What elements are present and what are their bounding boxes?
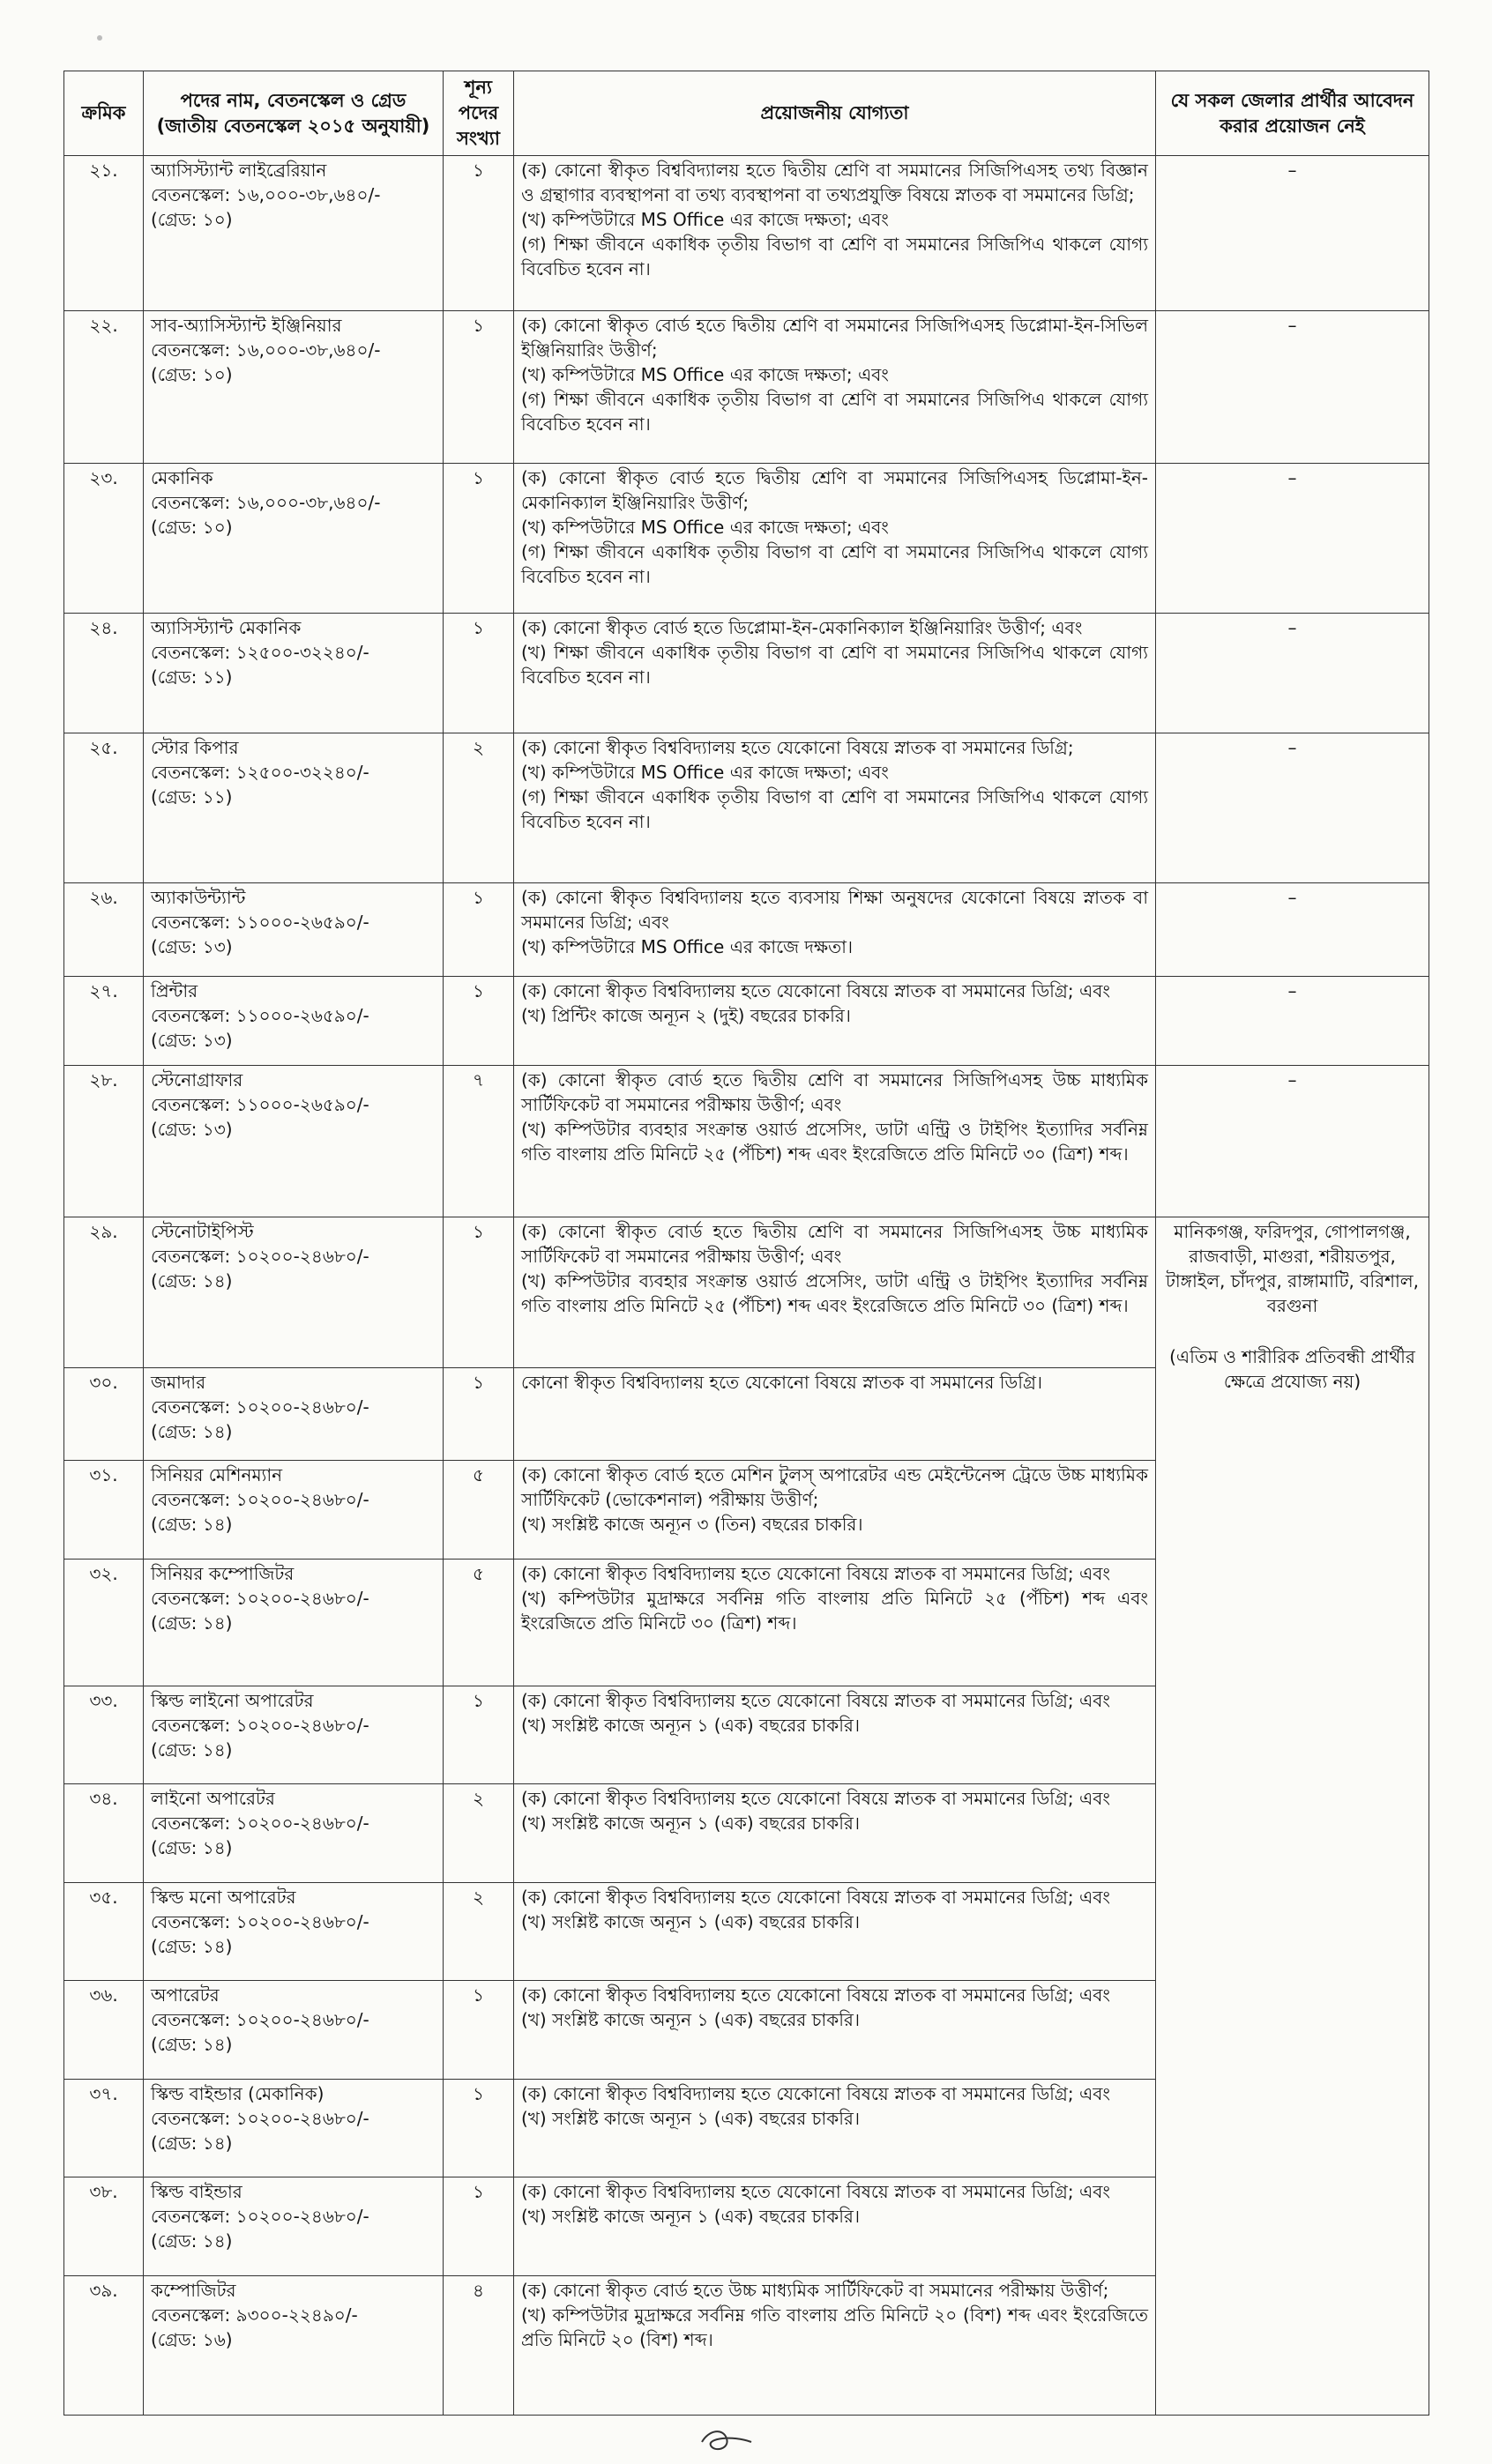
qualification-item: (খ) সংশ্লিষ্ট কাজে অন্যূন ১ (এক) বছরের চাকরি। <box>521 1714 861 1736</box>
post-title: প্রিন্টার <box>151 979 198 1001</box>
row-post <box>144 2275 444 2415</box>
post-grade: (গ্রেড: ১৪) <box>151 1420 233 1442</box>
qualification-item: (ক) কোনো স্বীকৃত বিশ্ববিদ্যালয় হতে যেকোনো বিষয়ে স্নাতক বা সমমানের ডিগ্রি; এবং <box>521 1689 1110 1711</box>
post-title: স্টেনোটাইপিস্ট <box>151 1221 254 1243</box>
qualification-item: (খ) কম্পিউটার ব্যবহার সংক্রান্ত ওয়ার্ড প্রসেসিং, ডাটা এন্ট্রি ও টাইপিং ইত্যাদির সর্বনিম্ন গতি বাংলায় প্রতি মিনিটে ২৫ (পঁচিশ) শব্দ এবং ইংরেজিতে প্রতি মিনিটে ৩০ (ত্রিশ) শব্দ। <box>521 1270 1148 1317</box>
post-scale: বেতনস্কেল: ১০২০০-২৪৬৮০/- <box>151 2009 369 2031</box>
row-districts: – <box>1156 463 1429 613</box>
post-scale: বেতনস্কেল: ১৬,০০০-৩৮,৬৪০/- <box>151 339 381 361</box>
post-title: কম্পোজিটর <box>151 2279 236 2301</box>
table-row <box>64 976 1429 1065</box>
post-grade: (গ্রেড: ১৩) <box>151 936 233 958</box>
post-grade: (গ্রেড: ১৪) <box>151 2132 233 2154</box>
row-vacancy: ২ <box>444 1784 514 1883</box>
qualification-item: (খ) কম্পিউটারে MS Office এর কাজে দক্ষতা; এবং <box>521 364 889 386</box>
row-qualification <box>514 1784 1156 1883</box>
table-row <box>64 463 1429 613</box>
row-qualification <box>514 614 1156 733</box>
row-vacancy: ১ <box>444 311 514 463</box>
post-grade: (গ্রেড: ১৪) <box>151 1612 233 1634</box>
post-title: অপারেটর <box>151 1984 220 2006</box>
post-title: মেকানিক <box>151 466 213 488</box>
row-districts: – <box>1156 733 1429 882</box>
row-serial: ৩৫. <box>64 1882 144 1981</box>
table-body <box>64 156 1429 2416</box>
qualification-item: (খ) কম্পিউটারে MS Office এর কাজে দক্ষতা; এবং <box>521 516 889 538</box>
post-title: স্টেনোগ্রাফার <box>151 1069 243 1091</box>
table-row <box>64 1066 1429 1217</box>
row-serial: ৩৮. <box>64 2177 144 2276</box>
row-vacancy: ১ <box>444 1217 514 1367</box>
row-vacancy: ১ <box>444 1686 514 1784</box>
qualification-item: (ক) কোনো স্বীকৃত বোর্ড হতে উচ্চ মাধ্যমিক সার্টিফিকেট বা সমমানের পরীক্ষায় উত্তীর্ণ; <box>521 2279 1109 2301</box>
post-grade: (গ্রেড: ১৪) <box>151 1935 233 1957</box>
row-qualification <box>514 1367 1156 1460</box>
row-post <box>144 1882 444 1981</box>
header-post-subtitle: (জাতীয় বেতনস্কেল ২০১৫ অনুযায়ী) <box>156 115 430 137</box>
row-qualification <box>514 156 1156 311</box>
qualification-item: (খ) সংশ্লিষ্ট কাজে অন্যূন ১ (এক) বছরের চাকরি। <box>521 2107 861 2129</box>
post-scale: বেতনস্কেল: ১১০০০-২৬৫৯০/- <box>151 912 369 934</box>
post-title: স্টোর কিপার <box>151 736 239 758</box>
row-qualification <box>514 311 1156 463</box>
post-grade: (গ্রেড: ১৬) <box>151 2328 233 2350</box>
post-title: স্কিল্ড বাইন্ডার <box>151 2181 242 2203</box>
header-post <box>144 71 444 156</box>
row-post <box>144 1784 444 1883</box>
row-districts: – <box>1156 614 1429 733</box>
post-title: অ্যাসিস্ট্যান্ট মেকানিক <box>151 617 302 639</box>
post-grade: (গ্রেড: ১৪) <box>151 1837 233 1859</box>
row-vacancy: ২ <box>444 1882 514 1981</box>
post-title: অ্যাকাউন্ট্যান্ট <box>151 887 246 909</box>
post-title: সাব-অ্যাসিস্ট্যান্ট ইঞ্জিনিয়ার <box>151 315 342 337</box>
row-post <box>144 1461 444 1560</box>
table-header-row <box>64 71 1429 156</box>
post-grade: (গ্রেড: ১৩) <box>151 1119 233 1141</box>
qualification-item: (খ) সংশ্লিষ্ট কাজে অন্যূন ১ (এক) বছরের চাকরি। <box>521 2206 861 2228</box>
post-scale: বেতনস্কেল: ১২৫০০-৩২২৪০/- <box>151 642 369 664</box>
row-districts: – <box>1156 1066 1429 1217</box>
qualification-item: (গ) শিক্ষা জীবনে একাধিক তৃতীয় বিভাগ বা শ্রেণি বা সমমানের সিজিপিএ থাকলে যোগ্য বিবেচিত হবেন না। <box>521 234 1148 279</box>
table-row <box>64 614 1429 733</box>
row-vacancy: ৪ <box>444 2275 514 2415</box>
post-grade: (গ্রেড: ১১) <box>151 666 233 689</box>
row-qualification <box>514 2275 1156 2415</box>
row-post <box>144 1559 444 1686</box>
table-row <box>64 311 1429 463</box>
qualification-item: (খ) সংশ্লিষ্ট কাজে অন্যূন ১ (এক) বছরের চাকরি। <box>521 2009 861 2031</box>
post-title: স্কিল্ড মনো অপারেটর <box>151 1886 296 1908</box>
qualification-item: (ক) কোনো স্বীকৃত বোর্ড হতে দ্বিতীয় শ্রেণি বা সমমানের সিজিপিএসহ ডিপ্লোমা-ইন-মেকানিক্যাল ইঞ্জিনিয়ারিং উত্তীর্ণ; <box>521 466 1148 513</box>
row-serial: ২৯. <box>64 1217 144 1367</box>
row-qualification <box>514 1217 1156 1367</box>
header-qualification: প্রয়োজনীয় যোগ্যতা <box>514 71 1156 156</box>
row-qualification <box>514 733 1156 882</box>
qualification-item: (ক) কোনো স্বীকৃত বিশ্ববিদ্যালয় হতে যেকোনো বিষয়ে স্নাতক বা সমমানের ডিগ্রি; এবং <box>521 1984 1110 2006</box>
post-title: লাইনো অপারেটর <box>151 1788 275 1810</box>
qualification-item: (খ) কম্পিউটারে MS Office এর কাজে দক্ষতা; এবং <box>521 209 889 230</box>
header-districts: যে সকল জেলার প্রার্থীর আবেদন করার প্রয়োজন নেই <box>1156 71 1429 156</box>
qualification-item: (ক) কোনো স্বীকৃত বিশ্ববিদ্যালয় হতে যেকোনো বিষয়ে স্নাতক বা সমমানের ডিগ্রি; <box>521 736 1074 758</box>
post-grade: (গ্রেড: ১৪) <box>151 1738 233 1761</box>
document-sheet <box>63 71 1429 2416</box>
post-grade: (গ্রেড: ১০) <box>151 209 233 230</box>
qualification-item: (গ) শিক্ষা জীবনে একাধিক তৃতীয় বিভাগ বা শ্রেণি বা সমমানের সিজিপিএ থাকলে যোগ্য বিবেচিত হবেন না। <box>521 785 1148 832</box>
row-post <box>144 1367 444 1460</box>
row-districts: – <box>1156 311 1429 463</box>
qualification-item: (ক) কোনো স্বীকৃত বোর্ড হতে ডিপ্লোমা-ইন-মেকানিক্যাল ইঞ্জিনিয়ারিং উত্তীর্ণ; এবং <box>521 617 1083 639</box>
post-scale: বেতনস্কেল: ১০২০০-২৪৬৮০/- <box>151 2107 369 2129</box>
post-scale: বেতনস্কেল: ১৬,০০০-৩৮,৬৪০/- <box>151 491 381 513</box>
row-serial: ৩৪. <box>64 1784 144 1883</box>
post-scale: বেতনস্কেল: ১০২০০-২৪৬৮০/- <box>151 1714 369 1736</box>
row-districts: – <box>1156 883 1429 976</box>
row-post <box>144 733 444 882</box>
qualification-item: (খ) কম্পিউটারে MS Office এর কাজে দক্ষতা। <box>521 936 854 958</box>
qualification-item: (ক) কোনো স্বীকৃত বোর্ড হতে দ্বিতীয় শ্রেণি বা সমমানের সিজিপিএসহ উচ্চ মাধ্যমিক সার্টিফিকেট বা সমমানের পরীক্ষায় উত্তীর্ণ; এবং <box>521 1221 1148 1268</box>
job-requirements-table <box>63 71 1429 2416</box>
row-serial: ৩০. <box>64 1367 144 1460</box>
row-post <box>144 2177 444 2276</box>
post-scale: বেতনস্কেল: ১২৫০০-৩২২৪০/- <box>151 761 369 783</box>
header-post-title: পদের নাম, বেতনস্কেল ও গ্রেড <box>180 89 407 111</box>
row-vacancy: ১ <box>444 156 514 311</box>
post-scale: বেতনস্কেল: ১০২০০-২৪৬৮০/- <box>151 1396 369 1418</box>
row-qualification <box>514 1066 1156 1217</box>
row-serial: ২১. <box>64 156 144 311</box>
row-post <box>144 1981 444 2080</box>
row-serial: ৩৭. <box>64 2079 144 2177</box>
row-serial: ২৫. <box>64 733 144 882</box>
post-title: জমাদার <box>151 1371 206 1393</box>
row-serial: ৩২. <box>64 1559 144 1686</box>
row-serial: ৩৯. <box>64 2275 144 2415</box>
qualification-item: (ক) কোনো স্বীকৃত বিশ্ববিদ্যালয় হতে যেকোনো বিষয়ে স্নাতক বা সমমানের ডিগ্রি; এবং <box>521 1562 1110 1584</box>
post-scale: বেতনস্কেল: ১০২০০-২৪৬৮০/- <box>151 1587 369 1609</box>
row-vacancy: ১ <box>444 463 514 613</box>
qualification-item: (খ) প্রিন্টিং কাজে অন্যূন ২ (দুই) বছরের চাকরি। <box>521 1004 851 1026</box>
table-row <box>64 883 1429 976</box>
row-post <box>144 2079 444 2177</box>
qualification-item: (খ) শিক্ষা জীবনে একাধিক তৃতীয় বিভাগ বা শ্রেণি বা সমমানের সিজিপিএ থাকলে যোগ্য বিবেচিত হবেন না। <box>521 642 1148 689</box>
row-vacancy: ১ <box>444 614 514 733</box>
post-scale: বেতনস্কেল: ১১০০০-২৬৫৯০/- <box>151 1004 369 1026</box>
post-grade: (গ্রেড: ১৪) <box>151 1270 233 1292</box>
row-qualification <box>514 976 1156 1065</box>
qualification-item: (ক) কোনো স্বীকৃত বোর্ড হতে মেশিন টুলস্ অপারেটর এন্ড মেইন্টেনেন্স ট্রেডে উচ্চ মাধ্যমিক সার্টিফিকেট (ভোকেশনাল) পরীক্ষায় উত্তীর্ণ; <box>521 1464 1148 1511</box>
post-grade: (গ্রেড: ১৪) <box>151 2034 233 2056</box>
qualification-item: (খ) কম্পিউটার ব্যবহার সংক্রান্ত ওয়ার্ড প্রসেসিং, ডাটা এন্ট্রি ও টাইপিং ইত্যাদির সর্বনিম্ন গতি বাংলায় প্রতি মিনিটে ২৫ (পঁচিশ) শব্দ এবং ইংরেজিতে প্রতি মিনিটে ৩০ (ত্রিশ) শব্দ। <box>521 1119 1148 1165</box>
qualification-item: (ক) কোনো স্বীকৃত বিশ্ববিদ্যালয় হতে যেকোনো বিষয়ে স্নাতক বা সমমানের ডিগ্রি; এবং <box>521 1788 1110 1810</box>
qualification-item: (গ) শিক্ষা জীবনে একাধিক তৃতীয় বিভাগ বা শ্রেণি বা সমমানের সিজিপিএ থাকলে যোগ্য বিবেচিত হবেন না। <box>521 389 1148 435</box>
row-vacancy: ৫ <box>444 1559 514 1686</box>
post-scale: বেতনস্কেল: ১০২০০-২৪৬৮০/- <box>151 1910 369 1932</box>
row-qualification <box>514 1981 1156 2080</box>
row-serial: ৩৩. <box>64 1686 144 1784</box>
table-row <box>64 1217 1429 1367</box>
row-serial: ২২. <box>64 311 144 463</box>
row-vacancy: ১ <box>444 2079 514 2177</box>
row-qualification <box>514 1559 1156 1686</box>
table-row <box>64 156 1429 311</box>
row-qualification <box>514 463 1156 613</box>
row-serial: ৩৬. <box>64 1981 144 2080</box>
post-title: স্কিল্ড লাইনো অপারেটর <box>151 1689 314 1711</box>
qualification-item: (ক) কোনো স্বীকৃত বিশ্ববিদ্যালয় হতে যেকোনো বিষয়ে স্নাতক বা সমমানের ডিগ্রি; এবং <box>521 2181 1110 2203</box>
row-post <box>144 156 444 311</box>
row-qualification <box>514 1686 1156 1784</box>
qualification-item: (ক) কোনো স্বীকৃত বিশ্ববিদ্যালয় হতে যেকোনো বিষয়ে স্নাতক বা সমমানের ডিগ্রি; এবং <box>521 1886 1110 1908</box>
excluded-districts-cell <box>1156 1217 1429 2416</box>
qualification-item: (খ) কম্পিউটার মুদ্রাক্ষরে সর্বনিম্ন গতি বাংলায় প্রতি মিনিটে ২০ (বিশ) শব্দ এবং ইংরেজিতে প্রতি মিনিটে ২০ (বিশ) শব্দ। <box>521 2304 1148 2350</box>
qualification-item: (ক) কোনো স্বীকৃত বোর্ড হতে দ্বিতীয় শ্রেণি বা সমমানের সিজিপিএসহ উচ্চ মাধ্যমিক সার্টিফিকেট বা সমমানের পরীক্ষায় উত্তীর্ণ; এবং <box>521 1069 1148 1116</box>
post-scale: বেতনস্কেল: ৯৩০০-২২৪৯০/- <box>151 2304 358 2326</box>
post-grade: (গ্রেড: ১৩) <box>151 1029 233 1051</box>
post-scale: বেতনস্কেল: ১০২০০-২৪৬৮০/- <box>151 1246 369 1268</box>
qualification-item: (খ) কম্পিউটারে MS Office এর কাজে দক্ষতা; এবং <box>521 761 889 783</box>
header-serial: ক্রমিক <box>64 71 144 156</box>
row-qualification <box>514 1882 1156 1981</box>
qualification-item: (ক) কোনো স্বীকৃত বিশ্ববিদ্যালয় হতে ব্যবসায় শিক্ষা অনুষদের যেকোনো বিষয়ে স্নাতক বা সমমানের ডিগ্রি; এবং <box>521 887 1148 934</box>
row-vacancy: ১ <box>444 1367 514 1460</box>
row-serial: ২৮. <box>64 1066 144 1217</box>
scan-dot <box>97 35 102 41</box>
row-districts: – <box>1156 976 1429 1065</box>
post-title: সিনিয়র মেশিনম্যান <box>151 1464 283 1486</box>
post-grade: (গ্রেড: ১৪) <box>151 2230 233 2252</box>
excluded-districts-list: মানিকগঞ্জ, ফরিদপুর, গোপালগঞ্জ, রাজবাড়ী, মাগুরা, শরীয়তপুর, টাঙ্গাইল, চাঁদপুর, রাঙ্গামাটি, বরিশাল, বরগুনা <box>1165 1221 1420 1317</box>
post-title: স্কিল্ড বাইন্ডার (মেকানিক) <box>151 2082 325 2104</box>
post-grade: (গ্রেড: ১০) <box>151 516 233 538</box>
post-scale: বেতনস্কেল: ১০২০০-২৪৬৮০/- <box>151 2206 369 2228</box>
qualification-item: (গ) শিক্ষা জীবনে একাধিক তৃতীয় বিভাগ বা শ্রেণি বা সমমানের সিজিপিএ থাকলে যোগ্য বিবেচিত হবেন না। <box>521 540 1148 587</box>
row-vacancy: ১ <box>444 1981 514 2080</box>
row-qualification <box>514 1461 1156 1560</box>
row-serial: ২৩. <box>64 463 144 613</box>
qualification-item: (ক) কোনো স্বীকৃত বিশ্ববিদ্যালয় হতে যেকোনো বিষয়ে স্নাতক বা সমমানের ডিগ্রি; এবং <box>521 979 1110 1001</box>
row-post <box>144 463 444 613</box>
post-scale: বেতনস্কেল: ১৬,০০০-৩৮,৬৪০/- <box>151 184 381 205</box>
post-title: সিনিয়র কম্পোজিটর <box>151 1562 295 1584</box>
row-post <box>144 614 444 733</box>
row-post <box>144 311 444 463</box>
row-vacancy: ১ <box>444 2177 514 2276</box>
qualification-item: (খ) সংশ্লিষ্ট কাজে অন্যূন ১ (এক) বছরের চাকরি। <box>521 1813 861 1835</box>
row-qualification <box>514 2177 1156 2276</box>
table-row <box>64 733 1429 882</box>
row-post <box>144 1217 444 1367</box>
row-vacancy: ১ <box>444 976 514 1065</box>
header-vacancy: শূন্য পদের সংখ্যা <box>444 71 514 156</box>
exemption-note: (এতিম ও শারীরিক প্রতিবন্ধী প্রার্থীর ক্ষেত্রে প্রযোজ্য নয়) <box>1169 1346 1415 1393</box>
qualification-item: (ক) কোনো স্বীকৃত বোর্ড হতে দ্বিতীয় শ্রেণি বা সমমানের সিজিপিএসহ ডিপ্লোমা-ইন-সিভিল ইঞ্জিনিয়ারিং উত্তীর্ণ; <box>521 315 1148 361</box>
post-grade: (গ্রেড: ১০) <box>151 364 233 386</box>
spacer <box>1163 1318 1421 1344</box>
row-post <box>144 1066 444 1217</box>
qualification-item: (ক) কোনো স্বীকৃত বিশ্ববিদ্যালয় হতে যেকোনো বিষয়ে স্নাতক বা সমমানের ডিগ্রি; এবং <box>521 2082 1110 2104</box>
row-districts: – <box>1156 156 1429 311</box>
row-serial: ২৪. <box>64 614 144 733</box>
row-vacancy: ৫ <box>444 1461 514 1560</box>
post-grade: (গ্রেড: ১৪) <box>151 1514 233 1536</box>
qualification-item: (খ) সংশ্লিষ্ট কাজে অন্যূন ৩ (তিন) বছরের চাকরি। <box>521 1514 863 1536</box>
qualification-item: (খ) সংশ্লিষ্ট কাজে অন্যূন ১ (এক) বছরের চাকরি। <box>521 1910 861 1932</box>
row-vacancy: ২ <box>444 733 514 882</box>
row-serial: ২৬. <box>64 883 144 976</box>
post-title: অ্যাসিস্ট্যান্ট লাইব্রেরিয়ান <box>151 160 327 181</box>
row-vacancy: ১ <box>444 883 514 976</box>
row-serial: ২৭. <box>64 976 144 1065</box>
qualification-item: (খ) কম্পিউটার মুদ্রাক্ষরে সর্বনিম্ন গতি বাংলায় প্রতি মিনিটে ২৫ (পঁচিশ) শব্দ এবং ইংরেজিতে প্রতি মিনিটে ৩০ (ত্রিশ) শব্দ। <box>521 1587 1148 1634</box>
qualification-item: (ক) কোনো স্বীকৃত বিশ্ববিদ্যালয় হতে দ্বিতীয় শ্রেণি বা সমমানের সিজিপিএসহ তথ্য বিজ্ঞান ও গ্রন্থাগার ব্যবস্থাপনা বা তথ্য ব্যবস্থাপনা বা তথ্যপ্রযুক্তি বিষয়ে স্নাতক বা সমমানের ডিগ্রি; <box>521 160 1148 205</box>
row-qualification <box>514 883 1156 976</box>
post-scale: বেতনস্কেল: ১১০০০-২৬৫৯০/- <box>151 1094 369 1116</box>
post-grade: (গ্রেড: ১১) <box>151 785 233 808</box>
post-scale: বেতনস্কেল: ১০২০০-২৪৬৮০/- <box>151 1813 369 1835</box>
row-vacancy: ৭ <box>444 1066 514 1217</box>
row-post <box>144 883 444 976</box>
row-post <box>144 1686 444 1784</box>
initials-signature <box>697 2423 758 2458</box>
post-scale: বেতনস্কেল: ১০২০০-২৪৬৮০/- <box>151 1489 369 1511</box>
row-post <box>144 976 444 1065</box>
qualification-item: কোনো স্বীকৃত বিশ্ববিদ্যালয় হতে যেকোনো বিষয়ে স্নাতক বা সমমানের ডিগ্রি। <box>521 1371 1043 1393</box>
row-serial: ৩১. <box>64 1461 144 1560</box>
row-qualification <box>514 2079 1156 2177</box>
